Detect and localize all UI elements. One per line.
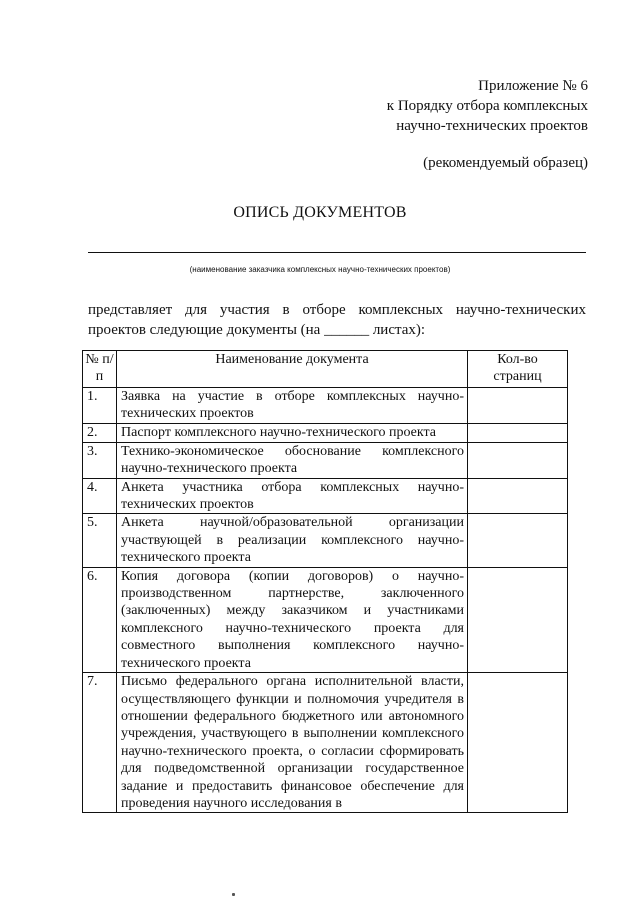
customer-name-caption: (наименование заказчика комплексных научно-технических проектов) [189, 265, 451, 274]
row-document-name: Анкета участника отбора комплексных научно-технических проектов [117, 478, 468, 514]
row-number: 5. [83, 514, 117, 567]
appendix-reference-cont: научно-технических проектов [396, 118, 588, 134]
scan-mark [232, 893, 235, 896]
row-document-name: Паспорт комплексного научно-технического проекта [117, 423, 468, 442]
table-row [83, 423, 568, 442]
table-row [83, 388, 568, 424]
row-document-name: Анкета научной/образовательной организации участвующей в реализации комплексного научно-технического проекта [117, 514, 468, 567]
row-document-name: Заявка на участие в отборе комплексных научно-технических проектов [117, 388, 468, 424]
document-title: ОПИСЬ ДОКУМЕНТОВ [233, 204, 407, 221]
customer-name-line [88, 252, 586, 253]
row-page-count [468, 478, 568, 514]
header-num: № п/п [83, 351, 117, 388]
row-number: 6. [83, 567, 117, 672]
table-row [83, 514, 568, 567]
row-page-count [468, 423, 568, 442]
row-number: 1. [83, 388, 117, 424]
appendix-reference: к Порядку отбора комплексных [386, 98, 588, 114]
row-document-name: Технико-экономическое обоснование комплексного научно-технического проекта [117, 442, 468, 478]
appendix-header [387, 76, 588, 136]
row-page-count [468, 567, 568, 672]
row-page-count [468, 388, 568, 424]
row-page-count [468, 514, 568, 567]
intro-paragraph [88, 300, 586, 340]
table-header-row [83, 351, 568, 388]
header-count: Кол-во страниц [468, 351, 568, 388]
intro-line-1: представляет для участия в отборе комплексных научно-технических [88, 302, 586, 318]
sample-label: (рекомендуемый образец) [423, 155, 588, 171]
row-number: 7. [83, 673, 117, 813]
documents-table [82, 350, 568, 813]
row-page-count [468, 673, 568, 813]
appendix-number: Приложение № 6 [478, 78, 588, 94]
table-row [83, 442, 568, 478]
table-row [83, 567, 568, 672]
row-number: 3. [83, 442, 117, 478]
row-number: 4. [83, 478, 117, 514]
row-document-name: Копия договора (копии договоров) о научно-производственном партнерстве, заключенного (заключенных) между заказчиком и участниками комплексного научно-технического проекта для совместного выполнения комплексного научно-технического проекта [117, 567, 468, 672]
row-document-name: Письмо федерального органа исполнительной власти, осуществляющего функции и полномочия учредителя в отношении федерального бюджетного или автономного учреждения, участвующего в выполнении комплексного научно-технического проекта, о согласии сформировать для подведомственной организации государственное задание и предоставить финансовое обеспечение для проведения научного исследования в [117, 673, 468, 813]
intro-line-2: проектов следующие документы (на ______ листах): [88, 322, 426, 338]
table-row [83, 673, 568, 813]
header-name: Наименование документа [117, 351, 468, 388]
row-page-count [468, 442, 568, 478]
table-row [83, 478, 568, 514]
row-number: 2. [83, 423, 117, 442]
